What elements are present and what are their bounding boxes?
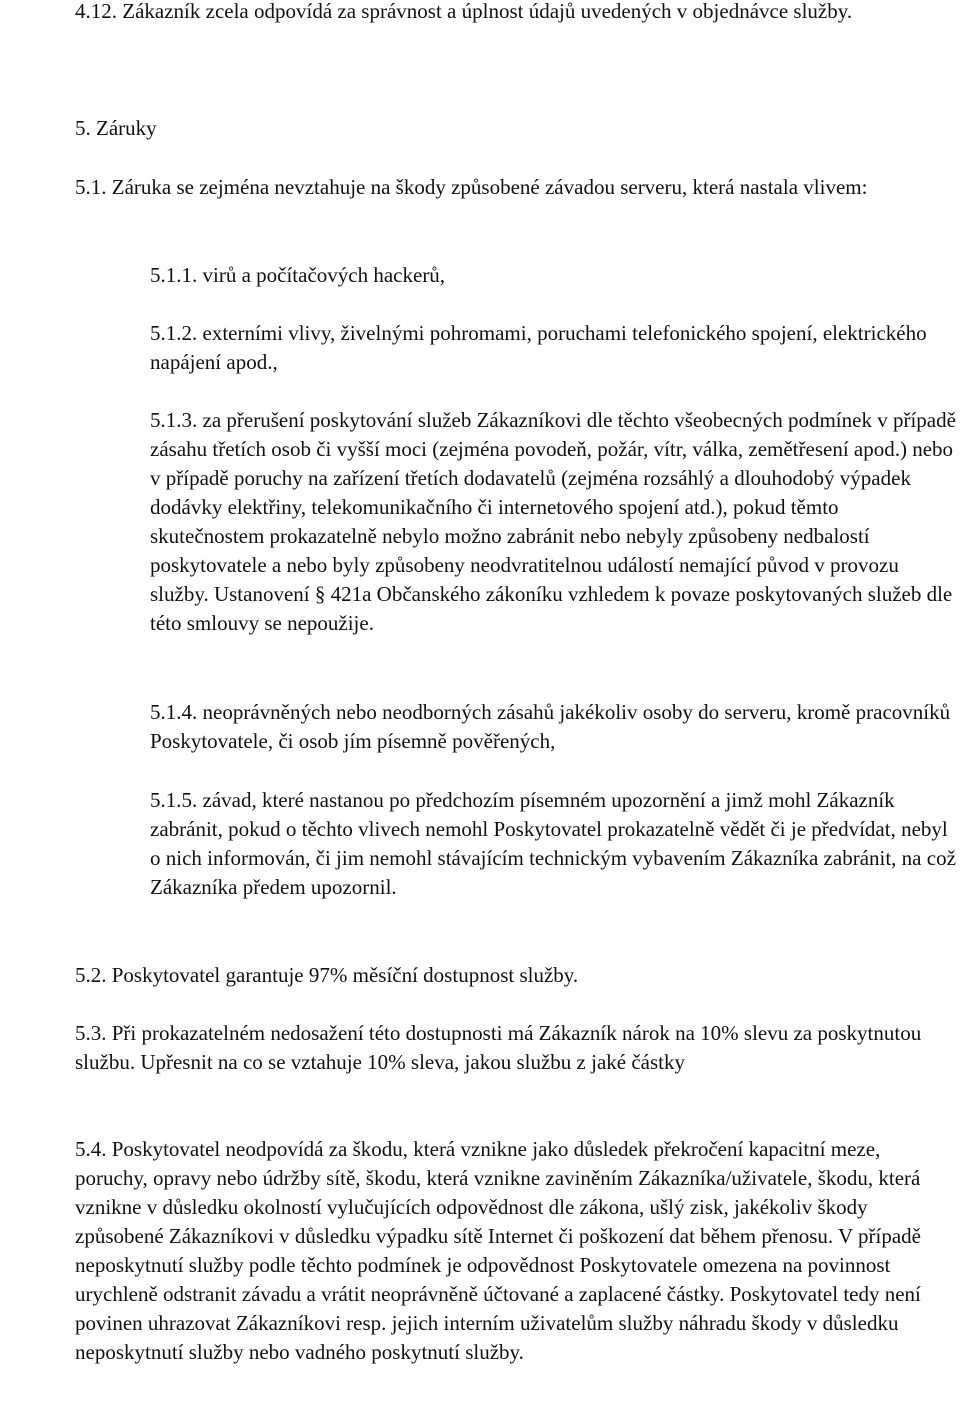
paragraph-5-1: 5.1. Záruka se zejména nevztahuje na škody způsobené závadou serveru, která nastala vlivem: bbox=[75, 175, 868, 199]
paragraph-4-12: 4.12. Zákazník zcela odpovídá za správnost a úplnost údajů uvedených v objednávce služby. bbox=[75, 0, 853, 23]
paragraph-5-1-5: 5.1.5. závad, které nastanou po předchozím písemném upozornění a jimž mohl Zákazník zabránit, pokud o těchto vlivech nemohl Poskytovatel prokazatelně vědět či je předvídat, nebyl o nich informován, či jim nemohl stávajícím technickým vybavením Zákazníka zabránit, na což Zákazníka předem upozornil. bbox=[150, 788, 956, 899]
paragraph-5-4: 5.4. Poskytovatel neodpovídá za škodu, která vznikne jako důsledek překročení kapacitní meze, poruchy, opravy nebo údržby sítě, škodu, která vznikne zaviněním Zákazníka/uživatele, škodu, která vznikne v důsledku okolností vylučujících odpovědnost dle zákona, ušlý zisk, jakékoliv škody způsobené Zákazníkovi v důsledku výpadku sítě Internet či poškození dat během přenosu. V případě neposkytnutí služby podle těchto podmínek je odpovědnost Poskytovatele omezena na povinnost urychleně odstranit závadu a vrátit neoprávněně účtované a zaplacené částky. Poskytovatel tedy není povinen uhrazovat Zákazníkovi resp. jejich interním uživatelům služby náhradu škody v důsledku neposkytnutí služby nebo vadného poskytnutí služby. bbox=[75, 1137, 921, 1364]
paragraph-5-2: 5.2. Poskytovatel garantuje 97% měsíční dostupnost služby. bbox=[75, 963, 579, 987]
section-heading-zaruky: 5. Záruky bbox=[75, 116, 157, 140]
paragraph-5-1-4: 5.1.4. neoprávněných nebo neodborných zásahů jakékoliv osoby do serveru, kromě pracovníků Poskytovatele, či osob jím písemně pověřených, bbox=[150, 700, 951, 753]
paragraph-5-1-1: 5.1.1. virů a počítačových hackerů, bbox=[150, 263, 446, 287]
paragraph-5-1-3: 5.1.3. za přerušení poskytování služeb Zákazníkovi dle těchto všeobecných podmínek v případě zásahu třetích osob či vyšší moci (zejména povodeň, požár, vítr, válka, zemětřesení apod.) nebo v případě poruchy na zařízení třetích dodavatelů (zejména rozsáhlý a dlouhodobý výpadek dodávky elektřiny, telekomunikačního či internetového spojení atd.), pokud těmto skutečnostem prokazatelně nebylo možno zabránit nebo nebyly způsobeny nedbalostí poskytovatele a nebo byly způsobeny neodvratitelnou událostí nemající původ v provozu služby. Ustanovení § 421a Občanského zákoníku vzhledem k povaze poskytovaných služeb dle této smlouvy se nepoužije. bbox=[150, 408, 956, 635]
paragraph-5-1-2: 5.1.2. externími vlivy, živelnými pohromami, poruchami telefonického spojení, elektrického napájení apod., bbox=[150, 321, 927, 374]
paragraph-5-3: 5.3. Při prokazatelném nedosažení této dostupnosti má Zákazník nárok na 10% slevu za poskytnutou službu. Upřesnit na co se vztahuje 10% sleva, jakou službu z jaké částky bbox=[75, 1021, 922, 1074]
